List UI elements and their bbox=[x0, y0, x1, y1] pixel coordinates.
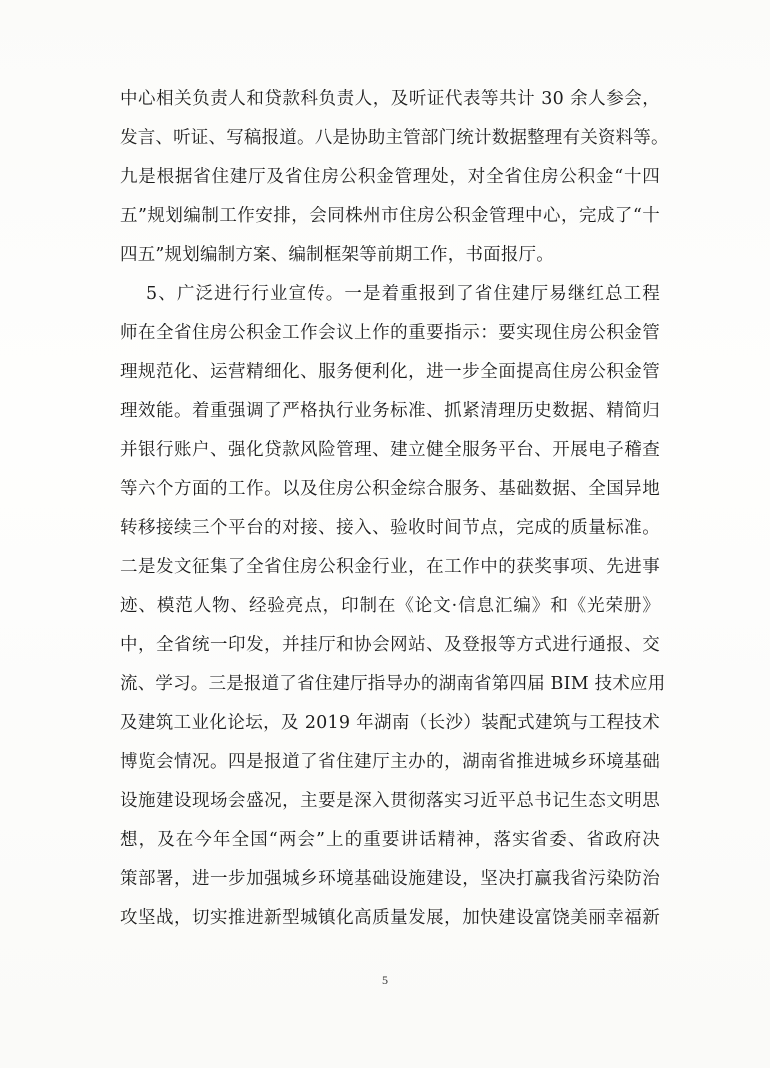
text-line: 流、学习。三是报道了省住建厅指导办的湖南省第四届 BIM 技术应用 bbox=[120, 674, 666, 694]
text-line: 发言、听证、写稿报道。八是协助主管部门统计数据整理有关资料等。 bbox=[120, 128, 669, 148]
body-text bbox=[120, 80, 669, 938]
text-line: 设施建设现场会盛况，主要是深入贯彻落实习近平总书记生态文明思 bbox=[120, 791, 660, 811]
text-line: 及建筑工业化论坛，及 2019 年湖南（长沙）装配式建筑与工程技术 bbox=[120, 713, 660, 733]
text-line: 博览会情况。四是报道了省住建厅主办的，湖南省推进城乡环境基础 bbox=[120, 752, 660, 772]
text-line: 策部署，进一步加强城乡环境基础设施建设，坚决打赢我省污染防治 bbox=[120, 869, 660, 889]
text-line: 二是发文征集了全省住房公积金行业，在工作中的获奖事项、先进事 bbox=[120, 557, 660, 577]
text-line: 5、广泛进行行业宣传。一是着重报到了省住建厅易继红总工程 bbox=[146, 284, 660, 304]
text-line: 中，全省统一印发，并挂厅和协会网站、及登报等方式进行通报、交 bbox=[120, 635, 660, 655]
text-line: 师在全省住房公积金工作会议上作的重要指示：要实现住房公积金管 bbox=[120, 323, 660, 343]
text-line: 四五”规划编制方案、编制框架等前期工作，书面报厅。 bbox=[120, 245, 554, 265]
text-line: 攻坚战，切实推进新型城镇化高质量发展，加快建设富饶美丽幸福新 bbox=[120, 908, 660, 928]
text-line: 五”规划编制工作安排，会同株州市住房公积金管理中心，完成了“十 bbox=[120, 206, 660, 226]
page-number: 5 bbox=[382, 973, 388, 987]
text-line: 理规范化、运营精细化、服务便利化，进一步全面提高住房公积金管 bbox=[120, 362, 660, 382]
text-line: 想，及在今年全国“两会”上的重要讲话精神，落实省委、省政府决 bbox=[120, 830, 660, 850]
text-line: 理效能。着重强调了严格执行业务标准、抓紧清理历史数据、精简归 bbox=[120, 401, 660, 421]
text-line: 等六个方面的工作。以及住房公积金综合服务、基础数据、全国异地 bbox=[120, 479, 660, 499]
text-line: 中心相关负责人和贷款科负责人，及听证代表等共计 30 余人参会， bbox=[120, 89, 660, 109]
text-line: 并银行账户、强化贷款风险管理、建立健全服务平台、开展电子稽查 bbox=[120, 440, 660, 460]
text-line: 九是根据省住建厅及省住房公积金管理处，对全省住房公积金“十四 bbox=[120, 167, 660, 187]
text-line: 迹、模范人物、经验亮点，印制在《论文·信息汇编》和《光荣册》 bbox=[120, 596, 660, 616]
text-line: 转移接续三个平台的对接、接入、验收时间节点，完成的质量标准。 bbox=[120, 518, 660, 538]
